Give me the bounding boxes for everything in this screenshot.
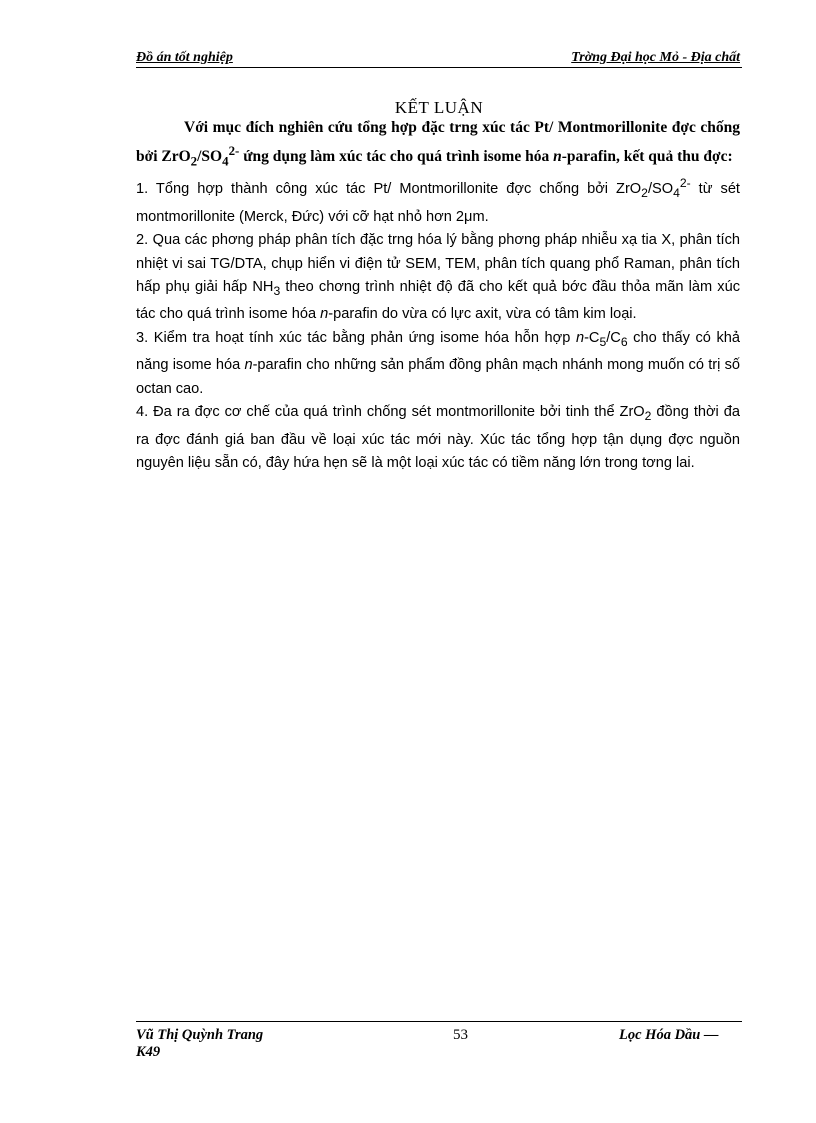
footer-author: Vũ Thị Quỳnh Trang [136, 1027, 264, 1043]
item-sub: 6 [620, 334, 628, 349]
footer-department: Lọc Hóa Dầu — [619, 1027, 719, 1043]
item-text: đồng thời đa ra đợc đánh giá ban đầu về loại xúc tác mới này. Xúc tác tổng hợp tận dụng đợc nguồn nguyên liệu sẵn có, đây hứa hẹn sẽ là một loại xúc tác có tiềm năng lớn trong tơng lai. [136, 404, 740, 472]
intro-sub: 2 [190, 153, 198, 169]
item-text: 3. Kiểm tra hoạt tính xúc tác bằng phản ứng isome hóa hỗn hợp [136, 329, 576, 346]
item-text: -parafin cho những sản phẩm đồng phân mạch nhánh mong muốn có trị số octan cao. [136, 357, 740, 397]
item-text: -parafin do vừa có lực axit, vừa có tâm kim loại. [328, 306, 637, 323]
footer-class: K49 [136, 1044, 161, 1060]
intro-text: Với mục đích nghiên cứu tổng hợp đặc trng xúc tác Pt/ Montmorillonite đợc chống bởi ZrO [136, 119, 740, 166]
item-2 [136, 229, 740, 327]
item-italic: n [575, 329, 585, 346]
page-title: KẾT LUẬN [394, 98, 484, 117]
item-sub: 5 [599, 334, 607, 349]
item-text: 4. Đa ra đợc cơ chế của quá trình chống sét montmorillonite bởi tinh thể ZrO [136, 404, 645, 421]
item-italic: n [320, 306, 329, 323]
item-italic: n [244, 357, 253, 374]
item-sub: 4 [673, 186, 680, 201]
page-header [136, 50, 742, 68]
item-symbol: μ [464, 208, 473, 225]
item-3 [136, 327, 740, 401]
intro-text: -parafin, kết quả thu đợc: [561, 148, 733, 166]
item-4 [136, 401, 740, 475]
item-text: /C [606, 329, 621, 346]
item-text: /SO [647, 181, 674, 198]
header-left: Đồ án tốt nghiệp [136, 50, 233, 65]
header-right: Trờng Đại học Mỏ - Địa chất [571, 50, 740, 65]
intro-sub: 4 [222, 153, 229, 169]
item-text: 2. Qua các phơng pháp phân tích đặc trng hóa lý bằng phơng pháp nhiễu xạ tia X, phân tích nhiệt vi sai TG/DTA, chụp hiển vi điện tử SEM, TEM, phân tích quang phổ Raman, phân tích hấp phụ giải hấp NH [136, 232, 740, 296]
footer-rule [136, 1021, 742, 1022]
intro-text: /SO [197, 148, 223, 166]
page-number: 53 [453, 1027, 468, 1043]
intro-text: ứng dụng làm xúc tác cho quá trình isome hóa [239, 148, 554, 166]
document-body [136, 116, 740, 476]
intro-paragraph [136, 116, 740, 172]
intro-italic: n [553, 148, 562, 166]
item-1 [136, 172, 740, 229]
item-sub: 3 [273, 283, 281, 298]
intro-sup: 2- [228, 143, 240, 158]
item-text: từ sét montmorillonite (Merck, Đức) với cỡ hạt nhỏ hơn 2 [136, 181, 740, 225]
item-text: 1. Tổng hợp thành công xúc tác Pt/ Montmorillonite đợc chống bởi ZrO [136, 181, 642, 198]
item-sub: 2 [644, 409, 652, 424]
item-text: -C [584, 329, 600, 346]
item-sub: 2 [641, 186, 648, 201]
item-text: m. [472, 208, 489, 225]
item-text: theo chơng trình nhiệt độ đã cho kết quả bớc đầu thỏa mãn làm xúc tác cho quá trình isome hóa [136, 279, 741, 323]
item-sup: 2- [679, 176, 691, 191]
item-text: cho thấy có khả năng isome hóa [136, 329, 740, 374]
